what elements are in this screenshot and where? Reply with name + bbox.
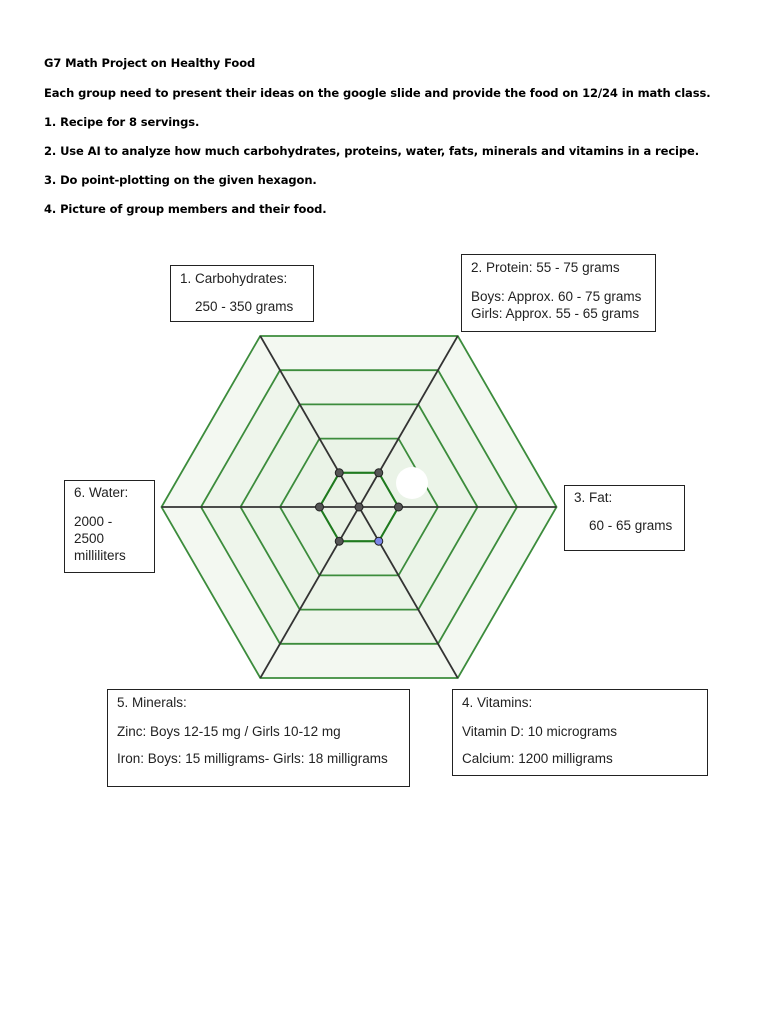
plotted-point [335,537,343,545]
vitamins-calcium: Calcium: 1200 milligrams [462,751,613,766]
protein-girls: Girls: Approx. 55 - 65 grams [471,306,640,321]
plotted-point [316,503,324,511]
fat-box [564,485,685,551]
water-line2: 2500 [74,531,105,546]
highlighted-point [375,537,383,545]
center-point [355,503,363,511]
white-blob-mark [396,467,428,499]
minerals-zinc: Zinc: Boys 12-15 mg / Girls 10-12 mg [117,724,341,739]
intro-text: Each group need to present their ideas on the google slide and provide the food on 12/24 in math class. [44,86,711,100]
protein-box [461,254,656,332]
document-title: G7 Math Project on Healthy Food [44,56,256,70]
plotted-point [335,469,343,477]
step-4: 4. Picture of group members and their food. [44,202,327,216]
water-box [64,480,155,573]
carbohydrates-box [170,265,314,322]
water-line1: 2000 - [74,514,113,529]
minerals-title: 5. Minerals: [117,695,187,710]
vitamins-box [452,689,708,776]
vitamins-title: 4. Vitamins: [462,695,533,710]
plotted-point [375,469,383,477]
protein-title: 2. Protein: 55 - 75 grams [471,260,620,275]
plotted-point [395,503,403,511]
vitamins-vitamin-d: Vitamin D: 10 micrograms [462,724,618,739]
minerals-box [107,689,410,787]
water-line3: milliliters [74,548,126,563]
fat-value: 60 - 65 grams [589,518,673,533]
step-1: 1. Recipe for 8 servings. [44,115,200,129]
step-2: 2. Use AI to analyze how much carbohydrates, proteins, water, fats, minerals and vitamins in a recipe. [44,144,699,158]
carbohydrates-value: 250 - 350 grams [195,299,294,314]
water-title: 6. Water: [74,485,129,500]
minerals-iron: Iron: Boys: 15 milligrams- Girls: 18 milligrams [117,751,388,766]
carbohydrates-title: 1. Carbohydrates: [180,271,288,286]
protein-boys: Boys: Approx. 60 - 75 grams [471,289,642,304]
step-3: 3. Do point-plotting on the given hexagon. [44,173,317,187]
fat-title: 3. Fat: [574,490,613,505]
